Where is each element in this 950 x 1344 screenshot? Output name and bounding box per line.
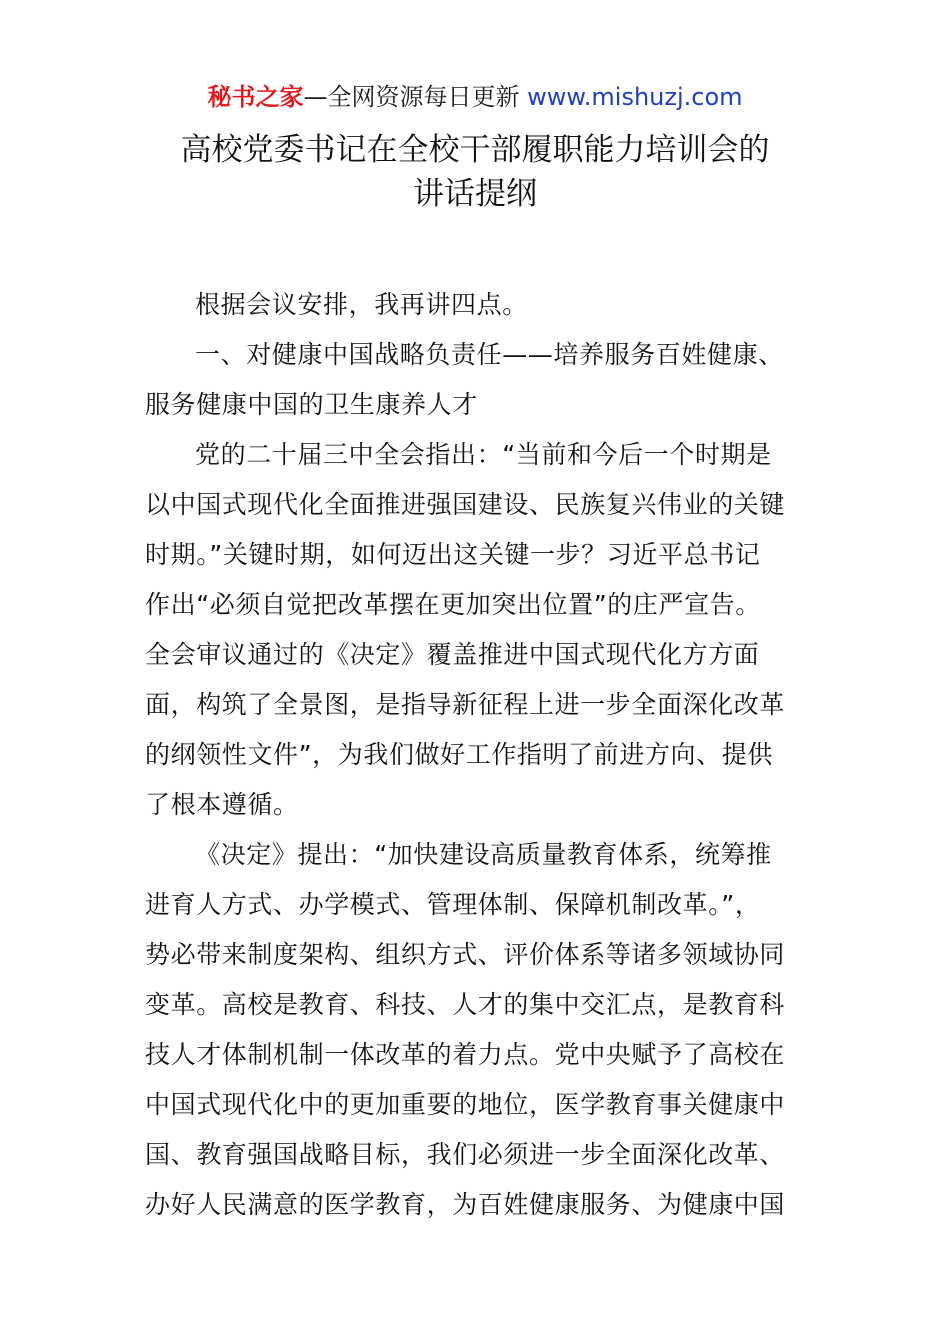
- text-line: 的纲领性文件”，为我们做好工作指明了前进方向、提供: [145, 740, 773, 769]
- site-header: [0, 80, 950, 114]
- text-line: 办好人民满意的医学教育，为百姓健康服务、为健康中国: [145, 1190, 786, 1219]
- text-line: 服务健康中国的卫生康养人才: [145, 390, 478, 419]
- text-line: 国、教育强国战略目标，我们必须进一步全面深化改革、: [145, 1140, 786, 1169]
- site-tagline: —全网资源每日更新: [303, 83, 520, 111]
- text-line: 《决定》提出：“加快建设高质量教育体系，统筹推: [195, 840, 772, 869]
- paragraph-intro: [145, 280, 807, 330]
- title-line-2: 讲话提纲: [413, 176, 537, 212]
- text-line: 中国式现代化中的更加重要的地位，医学教育事关健康中: [145, 1090, 786, 1119]
- site-brand: 秘书之家: [207, 83, 304, 111]
- text-line: 了根本遵循。: [145, 790, 299, 819]
- text-line: 全会审议通过的《决定》覆盖推进中国式现代化方方面: [145, 640, 760, 669]
- text-line: 一、对健康中国战略负责任——培养服务百姓健康、: [195, 340, 784, 369]
- text-line: 技人才体制机制一体改革的着力点。党中央赋予了高校在: [145, 1040, 786, 1069]
- text-line: 进育人方式、办学模式、管理体制、保障机制改革。”，: [145, 890, 761, 919]
- text-line: 根据会议安排，我再讲四点。: [195, 290, 528, 319]
- paragraph-section-heading: [145, 330, 807, 430]
- document-title: [0, 128, 950, 216]
- text-line: 党的二十届三中全会指出：“当前和今后一个时期是: [195, 440, 772, 469]
- title-line-1: 高校党委书记在全校干部履职能力培训会的: [180, 132, 770, 168]
- text-line: 时期。”关键时期，如何迈出这关键一步？习近平总书记: [145, 540, 761, 569]
- site-url-link[interactable]: www.mishuzj.com: [527, 83, 743, 111]
- paragraph-body-2: [145, 830, 807, 1230]
- text-line: 变革。高校是教育、科技、人才的集中交汇点，是教育科: [145, 990, 786, 1019]
- text-line: 势必带来制度架构、组织方式、评价体系等诸多领域协同: [145, 940, 786, 969]
- text-line: 面，构筑了全景图，是指导新征程上进一步全面深化改革: [145, 690, 786, 719]
- document-body: [145, 280, 807, 1230]
- text-line: 作出“必须自觉把改革摆在更加突出位置”的庄严宣告。: [145, 590, 761, 619]
- paragraph-body-1: [145, 430, 807, 830]
- text-line: 以中国式现代化全面推进强国建设、民族复兴伟业的关键: [145, 490, 786, 519]
